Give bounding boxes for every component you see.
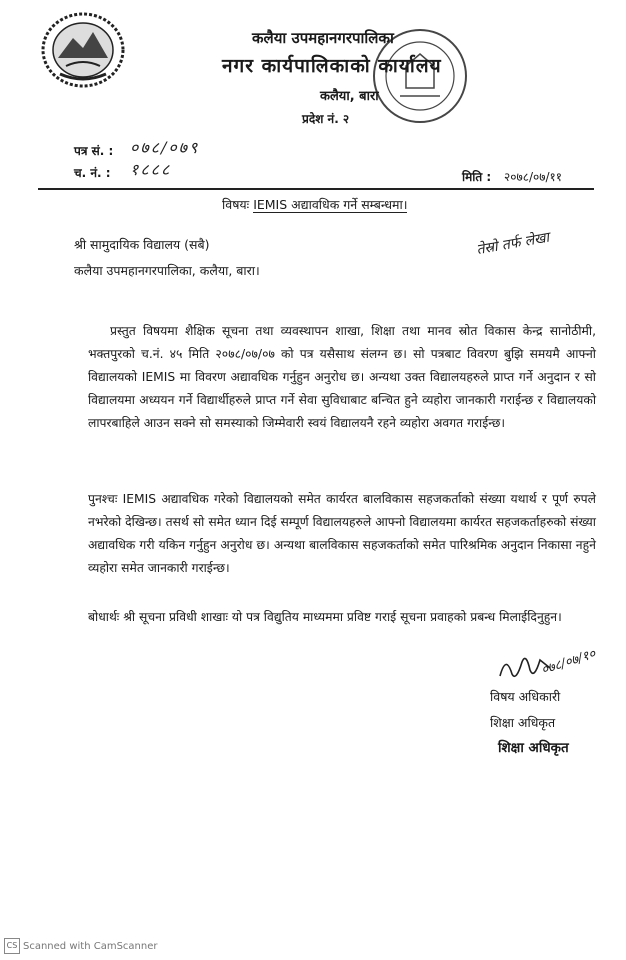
date-label: मिति : bbox=[462, 170, 492, 184]
patra-number: ०७८/०७९ bbox=[130, 138, 200, 157]
date-value: २०७८/०७/११ bbox=[504, 170, 563, 184]
org-province: प्रदेश नं. २ bbox=[302, 112, 350, 126]
body-paragraph-1: प्रस्तुत विषयमा शैक्षिक सूचना तथा व्यवस्थापन शाखा, शिक्षा तथा मानव स्रोत विकास केन्द्र सानोठीमी, भक्तपुरको च.नं. ४५ मिति २०७८/०७/०७ को पत्र यसैसाथ संलग्न छ। सो पत्रबाट विवरण बुझि समयमै आफ्नो विद्यालयको IEMIS मा विवरण अद्यावधिक गर्नुहुन अनुरोध छ। अन्यथा उक्त विद्यालयहरुले प्राप्त गर्ने अनुदान र सो विद्यालयमा अध्ययन गर्ने विद्यार्थीहरुले प्राप्त गर्ने सेवा सुविधाबाट बन्चित हुने व्यहोरा जानकारी गराईन्छ र विद्यालयको लापरबाहिले आउन सक्ने सो समस्याको जिम्मेवारी स्वयं विद्यालयनै रहने व्यहोरा अवगत गराईन्छ। bbox=[88, 324, 596, 430]
camscanner-logo-icon: CS bbox=[4, 938, 20, 954]
subject-text: IEMIS अद्यावधिक गर्ने सम्बन्धमा। bbox=[253, 197, 408, 212]
signature-date: ०७८/०७/१० bbox=[539, 646, 598, 679]
signatory-stamp: शिक्षा अधिकृत bbox=[498, 740, 569, 756]
addressee-line1: श्री सामुदायिक विद्यालय (सबै) bbox=[74, 237, 210, 252]
chalani-label: च. नं. : bbox=[74, 166, 111, 180]
camscanner-text: Scanned with CamScanner bbox=[23, 940, 158, 952]
header-divider bbox=[38, 188, 594, 190]
nepal-emblem-icon bbox=[38, 10, 128, 90]
org-name-line1: कलैया उपमहानगरपालिका bbox=[252, 29, 394, 47]
handwritten-note: तेस्रो तर्फ लेखा bbox=[475, 229, 551, 259]
signatory-title-2: शिक्षा अधिकृत bbox=[490, 715, 556, 730]
addressee-line2: कलैया उपमहानगरपालिका, कलैया, बारा। bbox=[74, 263, 260, 278]
org-location: कलैया, बारा bbox=[320, 89, 379, 104]
body-paragraph-2: पुनश्चः IEMIS अद्यावधिक गरेको विद्यालयको समेत कार्यरत बालविकास सहजकर्ताको संख्या यथार्थ र पूर्ण रुपले नभरेको देखिन्छ। तसर्थ सो समेत ध्यान दिई सम्पूर्ण विद्यालयहरुले आफ्नो विद्यालयमा कार्यरत सहजकर्ताहरुको संख्या अद्यावधिक गरी यकिन गर्नुहुन अनुरोध छ। अन्यथा बालविकास सहजकर्ताको समेत पारिश्रमिक अनुदान निकासा नहुने व्यहोरा समेत जानकारी गराईन्छ। bbox=[88, 492, 596, 575]
camscanner-watermark bbox=[4, 938, 158, 954]
org-name-line2: नगर कार्यपालिकाको कार्यालय bbox=[222, 55, 442, 77]
signatory-title-1: विषय अधिकारी bbox=[490, 689, 561, 704]
subject-label: विषयः bbox=[222, 197, 250, 212]
subject-line bbox=[222, 196, 407, 213]
chalani-number: १८८८ bbox=[130, 160, 172, 179]
body-paragraph-3: बोधार्थः श्री सूचना प्रविधी शाखाः यो पत्र विद्युतिय माध्यममा प्रविष्ट गराई सूचना प्रवाहको प्रबन्ध मिलाईदिनुहुन। bbox=[88, 610, 562, 624]
patra-label: पत्र सं. : bbox=[74, 144, 114, 158]
